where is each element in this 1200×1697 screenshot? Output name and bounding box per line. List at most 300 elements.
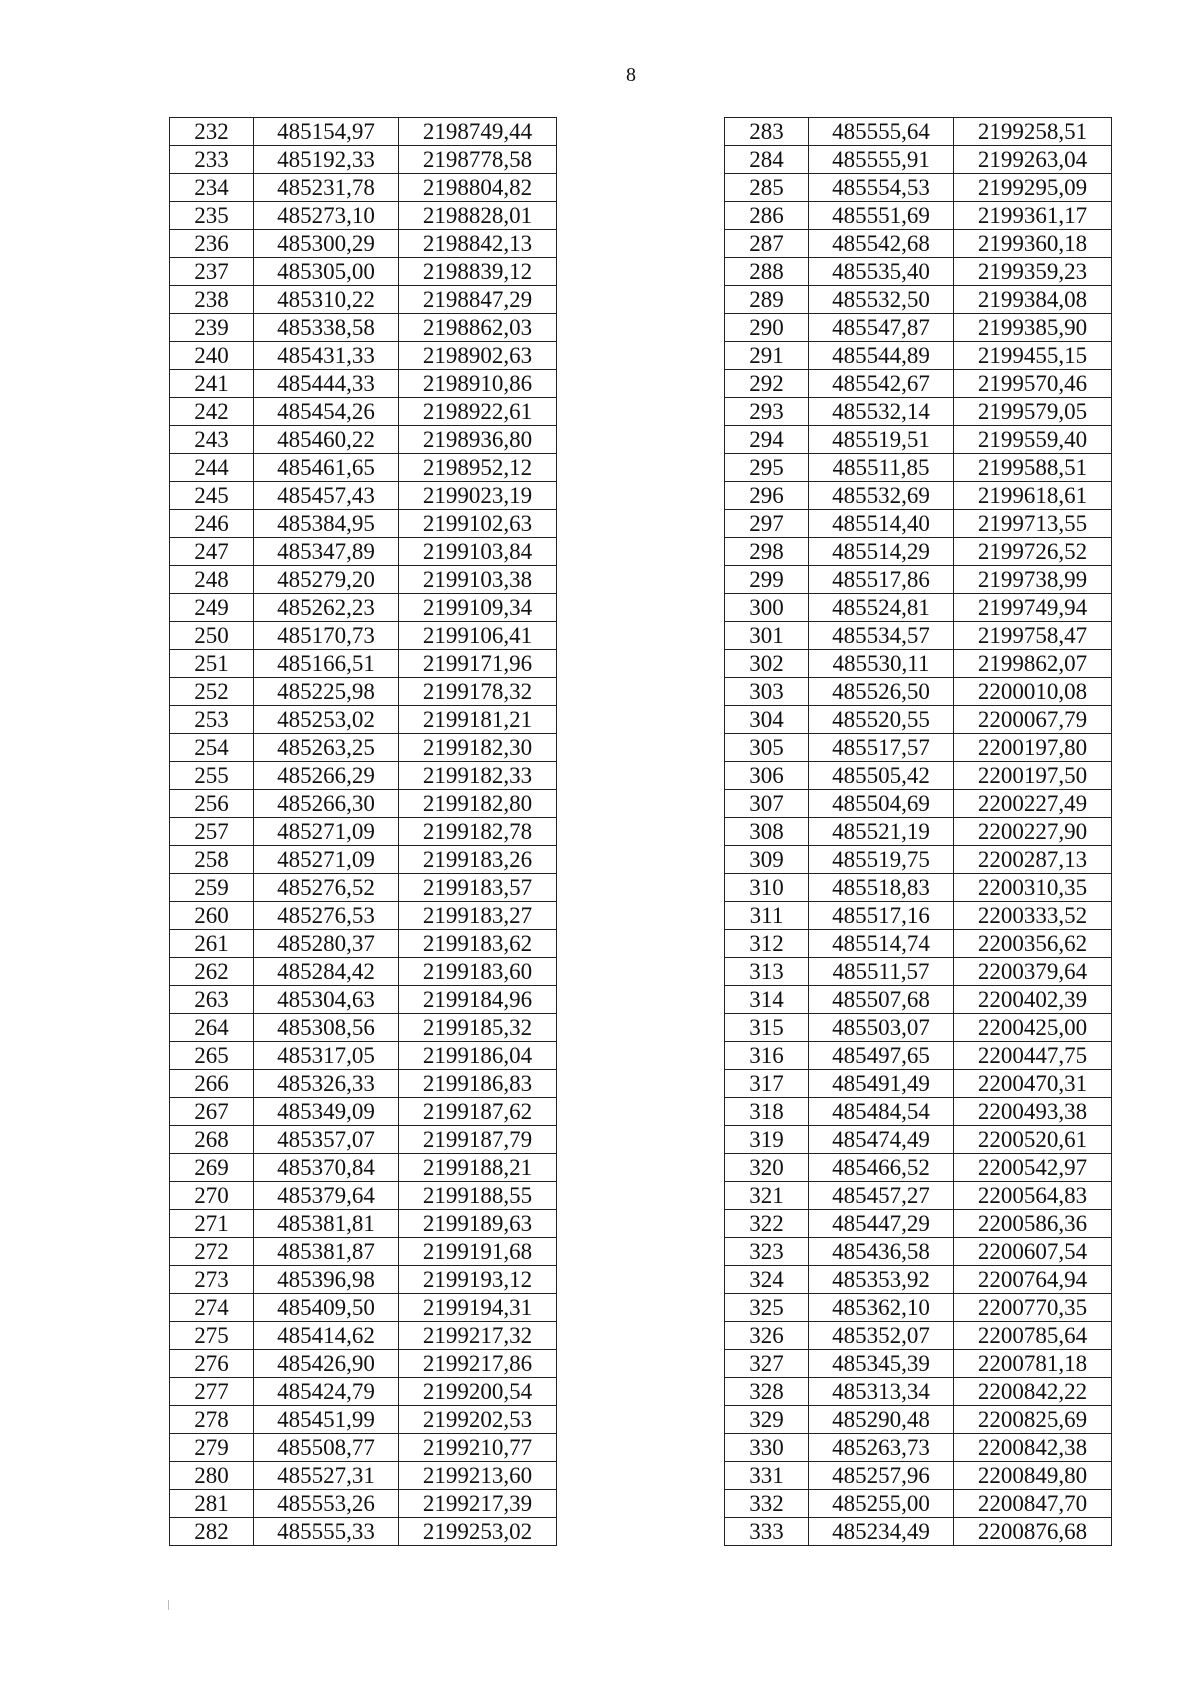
x-coordinate-cell: 485511,57: [809, 958, 954, 986]
coordinates-table-right: [724, 117, 1112, 1546]
point-number-cell: 284: [725, 146, 809, 174]
point-number-cell: 295: [725, 454, 809, 482]
table-row: [725, 1238, 1112, 1266]
point-number-cell: 321: [725, 1182, 809, 1210]
y-coordinate-cell: 2199178,32: [399, 678, 557, 706]
table-row: [725, 1490, 1112, 1518]
table-row: [725, 1378, 1112, 1406]
point-number-cell: 260: [170, 902, 254, 930]
table-row: [170, 622, 557, 650]
y-coordinate-cell: 2200287,13: [954, 846, 1112, 874]
y-coordinate-cell: 2199455,15: [954, 342, 1112, 370]
x-coordinate-cell: 485520,55: [809, 706, 954, 734]
table-row: [170, 566, 557, 594]
point-number-cell: 307: [725, 790, 809, 818]
y-coordinate-cell: 2199183,62: [399, 930, 557, 958]
point-number-cell: 292: [725, 370, 809, 398]
table-row: [170, 986, 557, 1014]
x-coordinate-cell: 485313,34: [809, 1378, 954, 1406]
x-coordinate-cell: 485166,51: [254, 650, 399, 678]
point-number-cell: 324: [725, 1266, 809, 1294]
table-row: [725, 1462, 1112, 1490]
x-coordinate-cell: 485263,25: [254, 734, 399, 762]
y-coordinate-cell: 2199213,60: [399, 1462, 557, 1490]
point-number-cell: 298: [725, 538, 809, 566]
coordinates-table-left: [169, 117, 557, 1546]
table-row: [725, 902, 1112, 930]
table-row: [170, 202, 557, 230]
point-number-cell: 234: [170, 174, 254, 202]
table-row: [725, 678, 1112, 706]
table-row: [170, 790, 557, 818]
x-coordinate-cell: 485532,50: [809, 286, 954, 314]
x-coordinate-cell: 485460,22: [254, 426, 399, 454]
table-row: [725, 426, 1112, 454]
y-coordinate-cell: 2198902,63: [399, 342, 557, 370]
y-coordinate-cell: 2199182,80: [399, 790, 557, 818]
table-row: [725, 790, 1112, 818]
point-number-cell: 287: [725, 230, 809, 258]
point-number-cell: 247: [170, 538, 254, 566]
table-row: [170, 1434, 557, 1462]
point-number-cell: 267: [170, 1098, 254, 1126]
table-row: [170, 1266, 557, 1294]
table-row: [725, 1406, 1112, 1434]
table-row: [170, 706, 557, 734]
x-coordinate-cell: 485532,69: [809, 482, 954, 510]
y-coordinate-cell: 2199200,54: [399, 1378, 557, 1406]
table-row: [725, 1210, 1112, 1238]
point-number-cell: 305: [725, 734, 809, 762]
table-row: [170, 1182, 557, 1210]
point-number-cell: 240: [170, 342, 254, 370]
y-coordinate-cell: 2199360,18: [954, 230, 1112, 258]
point-number-cell: 259: [170, 874, 254, 902]
y-coordinate-cell: 2198936,80: [399, 426, 557, 454]
y-coordinate-cell: 2199181,21: [399, 706, 557, 734]
table-row: [725, 482, 1112, 510]
point-number-cell: 329: [725, 1406, 809, 1434]
point-number-cell: 261: [170, 930, 254, 958]
y-coordinate-cell: 2200447,75: [954, 1042, 1112, 1070]
x-coordinate-cell: 485542,68: [809, 230, 954, 258]
table-row: [725, 650, 1112, 678]
point-number-cell: 299: [725, 566, 809, 594]
point-number-cell: 285: [725, 174, 809, 202]
point-number-cell: 297: [725, 510, 809, 538]
point-number-cell: 320: [725, 1154, 809, 1182]
table-row: [725, 398, 1112, 426]
y-coordinate-cell: 2199385,90: [954, 314, 1112, 342]
point-number-cell: 278: [170, 1406, 254, 1434]
y-coordinate-cell: 2199384,08: [954, 286, 1112, 314]
y-coordinate-cell: 2199559,40: [954, 426, 1112, 454]
y-coordinate-cell: 2199182,30: [399, 734, 557, 762]
point-number-cell: 301: [725, 622, 809, 650]
point-number-cell: 250: [170, 622, 254, 650]
x-coordinate-cell: 485444,33: [254, 370, 399, 398]
table-row: [170, 650, 557, 678]
x-coordinate-cell: 485517,16: [809, 902, 954, 930]
table-row: [725, 818, 1112, 846]
point-number-cell: 232: [170, 118, 254, 146]
y-coordinate-cell: 2199588,51: [954, 454, 1112, 482]
table-row: [170, 1294, 557, 1322]
point-number-cell: 276: [170, 1350, 254, 1378]
x-coordinate-cell: 485362,10: [809, 1294, 954, 1322]
x-coordinate-cell: 485349,09: [254, 1098, 399, 1126]
point-number-cell: 290: [725, 314, 809, 342]
point-number-cell: 333: [725, 1518, 809, 1546]
table-row: [170, 1098, 557, 1126]
point-number-cell: 314: [725, 986, 809, 1014]
point-number-cell: 241: [170, 370, 254, 398]
x-coordinate-cell: 485514,40: [809, 510, 954, 538]
x-coordinate-cell: 485497,65: [809, 1042, 954, 1070]
point-number-cell: 288: [725, 258, 809, 286]
point-number-cell: 289: [725, 286, 809, 314]
y-coordinate-cell: 2199217,86: [399, 1350, 557, 1378]
x-coordinate-cell: 485192,33: [254, 146, 399, 174]
point-number-cell: 237: [170, 258, 254, 286]
x-coordinate-cell: 485474,49: [809, 1126, 954, 1154]
point-number-cell: 263: [170, 986, 254, 1014]
y-coordinate-cell: 2200470,31: [954, 1070, 1112, 1098]
table-row: [725, 1266, 1112, 1294]
table-row: [170, 454, 557, 482]
x-coordinate-cell: 485508,77: [254, 1434, 399, 1462]
table-row: [170, 118, 557, 146]
point-number-cell: 316: [725, 1042, 809, 1070]
x-coordinate-cell: 485290,48: [809, 1406, 954, 1434]
x-coordinate-cell: 485255,00: [809, 1490, 954, 1518]
table-row: [725, 1294, 1112, 1322]
table-row: [725, 538, 1112, 566]
point-number-cell: 300: [725, 594, 809, 622]
table-row: [170, 874, 557, 902]
y-coordinate-cell: 2199187,79: [399, 1126, 557, 1154]
y-coordinate-cell: 2198828,01: [399, 202, 557, 230]
x-coordinate-cell: 485271,09: [254, 846, 399, 874]
x-coordinate-cell: 485280,37: [254, 930, 399, 958]
point-number-cell: 242: [170, 398, 254, 426]
point-number-cell: 249: [170, 594, 254, 622]
table-row: [725, 734, 1112, 762]
table-row: [170, 902, 557, 930]
x-coordinate-cell: 485253,02: [254, 706, 399, 734]
point-number-cell: 311: [725, 902, 809, 930]
point-number-cell: 245: [170, 482, 254, 510]
y-coordinate-cell: 2199758,47: [954, 622, 1112, 650]
x-coordinate-cell: 485511,85: [809, 454, 954, 482]
table-row: [725, 1126, 1112, 1154]
table-row: [170, 1406, 557, 1434]
x-coordinate-cell: 485554,53: [809, 174, 954, 202]
table-row: [725, 1154, 1112, 1182]
x-coordinate-cell: 485381,87: [254, 1238, 399, 1266]
table-row: [725, 118, 1112, 146]
y-coordinate-cell: 2199184,96: [399, 986, 557, 1014]
table-row: [170, 1070, 557, 1098]
x-coordinate-cell: 485266,29: [254, 762, 399, 790]
point-number-cell: 312: [725, 930, 809, 958]
y-coordinate-cell: 2199183,60: [399, 958, 557, 986]
y-coordinate-cell: 2200227,49: [954, 790, 1112, 818]
y-coordinate-cell: 2198749,44: [399, 118, 557, 146]
table-row: [170, 1154, 557, 1182]
point-number-cell: 257: [170, 818, 254, 846]
y-coordinate-cell: 2199191,68: [399, 1238, 557, 1266]
table-row: [725, 930, 1112, 958]
x-coordinate-cell: 485457,43: [254, 482, 399, 510]
point-number-cell: 327: [725, 1350, 809, 1378]
x-coordinate-cell: 485454,26: [254, 398, 399, 426]
point-number-cell: 264: [170, 1014, 254, 1042]
point-number-cell: 268: [170, 1126, 254, 1154]
point-number-cell: 235: [170, 202, 254, 230]
table-row: [725, 874, 1112, 902]
table-row: [725, 510, 1112, 538]
x-coordinate-cell: 485381,81: [254, 1210, 399, 1238]
table-row: [725, 1350, 1112, 1378]
y-coordinate-cell: 2199171,96: [399, 650, 557, 678]
point-number-cell: 317: [725, 1070, 809, 1098]
x-coordinate-cell: 485517,86: [809, 566, 954, 594]
y-coordinate-cell: 2200333,52: [954, 902, 1112, 930]
y-coordinate-cell: 2198847,29: [399, 286, 557, 314]
point-number-cell: 328: [725, 1378, 809, 1406]
y-coordinate-cell: 2199295,09: [954, 174, 1112, 202]
point-number-cell: 304: [725, 706, 809, 734]
table-row: [170, 1378, 557, 1406]
table-row: [170, 1014, 557, 1042]
y-coordinate-cell: 2199023,19: [399, 482, 557, 510]
x-coordinate-cell: 485514,74: [809, 930, 954, 958]
x-coordinate-cell: 485384,95: [254, 510, 399, 538]
x-coordinate-cell: 485524,81: [809, 594, 954, 622]
y-coordinate-cell: 2199359,23: [954, 258, 1112, 286]
x-coordinate-cell: 485451,99: [254, 1406, 399, 1434]
x-coordinate-cell: 485308,56: [254, 1014, 399, 1042]
x-coordinate-cell: 485370,84: [254, 1154, 399, 1182]
y-coordinate-cell: 2200781,18: [954, 1350, 1112, 1378]
point-number-cell: 315: [725, 1014, 809, 1042]
table-row: [725, 986, 1112, 1014]
y-coordinate-cell: 2198910,86: [399, 370, 557, 398]
y-coordinate-cell: 2198922,61: [399, 398, 557, 426]
point-number-cell: 306: [725, 762, 809, 790]
point-number-cell: 236: [170, 230, 254, 258]
table-row: [725, 566, 1112, 594]
x-coordinate-cell: 485345,39: [809, 1350, 954, 1378]
y-coordinate-cell: 2198839,12: [399, 258, 557, 286]
point-number-cell: 253: [170, 706, 254, 734]
point-number-cell: 282: [170, 1518, 254, 1546]
table-row: [170, 426, 557, 454]
point-number-cell: 303: [725, 678, 809, 706]
y-coordinate-cell: 2199749,94: [954, 594, 1112, 622]
y-coordinate-cell: 2200520,61: [954, 1126, 1112, 1154]
point-number-cell: 255: [170, 762, 254, 790]
table-row: [725, 146, 1112, 174]
y-coordinate-cell: 2199258,51: [954, 118, 1112, 146]
x-coordinate-cell: 485338,58: [254, 314, 399, 342]
table-row: [725, 454, 1112, 482]
table-row: [170, 482, 557, 510]
table-row: [170, 258, 557, 286]
point-number-cell: 302: [725, 650, 809, 678]
point-number-cell: 319: [725, 1126, 809, 1154]
point-number-cell: 266: [170, 1070, 254, 1098]
y-coordinate-cell: 2199187,62: [399, 1098, 557, 1126]
y-coordinate-cell: 2199183,26: [399, 846, 557, 874]
table-row: [170, 1490, 557, 1518]
x-coordinate-cell: 485507,68: [809, 986, 954, 1014]
x-coordinate-cell: 485310,22: [254, 286, 399, 314]
y-coordinate-cell: 2200842,22: [954, 1378, 1112, 1406]
y-coordinate-cell: 2199185,32: [399, 1014, 557, 1042]
x-coordinate-cell: 485231,78: [254, 174, 399, 202]
y-coordinate-cell: 2199253,02: [399, 1518, 557, 1546]
x-coordinate-cell: 485532,14: [809, 398, 954, 426]
table-row: [170, 818, 557, 846]
y-coordinate-cell: 2200764,94: [954, 1266, 1112, 1294]
x-coordinate-cell: 485457,27: [809, 1182, 954, 1210]
y-coordinate-cell: 2200493,38: [954, 1098, 1112, 1126]
x-coordinate-cell: 485396,98: [254, 1266, 399, 1294]
x-coordinate-cell: 485527,31: [254, 1462, 399, 1490]
point-number-cell: 274: [170, 1294, 254, 1322]
point-number-cell: 246: [170, 510, 254, 538]
table-row: [725, 258, 1112, 286]
y-coordinate-cell: 2199618,61: [954, 482, 1112, 510]
point-number-cell: 330: [725, 1434, 809, 1462]
table-row: [725, 1518, 1112, 1546]
y-coordinate-cell: 2199202,53: [399, 1406, 557, 1434]
table-row: [725, 1042, 1112, 1070]
y-coordinate-cell: 2198862,03: [399, 314, 557, 342]
x-coordinate-cell: 485347,89: [254, 538, 399, 566]
y-coordinate-cell: 2199738,99: [954, 566, 1112, 594]
point-number-cell: 248: [170, 566, 254, 594]
y-coordinate-cell: 2199106,41: [399, 622, 557, 650]
table-row: [725, 230, 1112, 258]
point-number-cell: 286: [725, 202, 809, 230]
point-number-cell: 269: [170, 1154, 254, 1182]
point-number-cell: 294: [725, 426, 809, 454]
y-coordinate-cell: 2200227,90: [954, 818, 1112, 846]
y-coordinate-cell: 2200849,80: [954, 1462, 1112, 1490]
x-coordinate-cell: 485257,96: [809, 1462, 954, 1490]
y-coordinate-cell: 2199713,55: [954, 510, 1112, 538]
y-coordinate-cell: 2199183,27: [399, 902, 557, 930]
y-coordinate-cell: 2200785,64: [954, 1322, 1112, 1350]
x-coordinate-cell: 485300,29: [254, 230, 399, 258]
point-number-cell: 308: [725, 818, 809, 846]
x-coordinate-cell: 485284,42: [254, 958, 399, 986]
x-coordinate-cell: 485352,07: [809, 1322, 954, 1350]
table-row: [725, 202, 1112, 230]
y-coordinate-cell: 2199862,07: [954, 650, 1112, 678]
table-row: [725, 958, 1112, 986]
y-coordinate-cell: 2200876,68: [954, 1518, 1112, 1546]
x-coordinate-cell: 485555,64: [809, 118, 954, 146]
x-coordinate-cell: 485414,62: [254, 1322, 399, 1350]
table-row: [725, 314, 1112, 342]
y-coordinate-cell: 2199189,63: [399, 1210, 557, 1238]
x-coordinate-cell: 485519,51: [809, 426, 954, 454]
y-coordinate-cell: 2199102,63: [399, 510, 557, 538]
table-row: [725, 370, 1112, 398]
x-coordinate-cell: 485273,10: [254, 202, 399, 230]
y-coordinate-cell: 2200010,08: [954, 678, 1112, 706]
y-coordinate-cell: 2200607,54: [954, 1238, 1112, 1266]
x-coordinate-cell: 485555,91: [809, 146, 954, 174]
table-row: [170, 1518, 557, 1546]
table-row: [170, 1350, 557, 1378]
x-coordinate-cell: 485304,63: [254, 986, 399, 1014]
point-number-cell: 244: [170, 454, 254, 482]
y-coordinate-cell: 2200197,50: [954, 762, 1112, 790]
table-row: [170, 1462, 557, 1490]
y-coordinate-cell: 2199103,38: [399, 566, 557, 594]
y-coordinate-cell: 2198952,12: [399, 454, 557, 482]
table-row: [725, 1434, 1112, 1462]
y-coordinate-cell: 2200564,83: [954, 1182, 1112, 1210]
x-coordinate-cell: 485521,19: [809, 818, 954, 846]
point-number-cell: 283: [725, 118, 809, 146]
table-row: [725, 846, 1112, 874]
y-coordinate-cell: 2199182,78: [399, 818, 557, 846]
point-number-cell: 280: [170, 1462, 254, 1490]
point-number-cell: 332: [725, 1490, 809, 1518]
x-coordinate-cell: 485484,54: [809, 1098, 954, 1126]
point-number-cell: 270: [170, 1182, 254, 1210]
point-number-cell: 325: [725, 1294, 809, 1322]
x-coordinate-cell: 485276,53: [254, 902, 399, 930]
y-coordinate-cell: 2199579,05: [954, 398, 1112, 426]
table-row: [170, 230, 557, 258]
y-coordinate-cell: 2198778,58: [399, 146, 557, 174]
table-row: [170, 398, 557, 426]
y-coordinate-cell: 2200402,39: [954, 986, 1112, 1014]
y-coordinate-cell: 2199188,21: [399, 1154, 557, 1182]
y-coordinate-cell: 2199217,39: [399, 1490, 557, 1518]
y-coordinate-cell: 2200356,62: [954, 930, 1112, 958]
x-coordinate-cell: 485326,33: [254, 1070, 399, 1098]
x-coordinate-cell: 485305,00: [254, 258, 399, 286]
x-coordinate-cell: 485426,90: [254, 1350, 399, 1378]
x-coordinate-cell: 485431,33: [254, 342, 399, 370]
x-coordinate-cell: 485530,11: [809, 650, 954, 678]
x-coordinate-cell: 485534,57: [809, 622, 954, 650]
point-number-cell: 277: [170, 1378, 254, 1406]
y-coordinate-cell: 2200197,80: [954, 734, 1112, 762]
table-row: [170, 146, 557, 174]
point-number-cell: 331: [725, 1462, 809, 1490]
x-coordinate-cell: 485271,09: [254, 818, 399, 846]
table-row: [170, 342, 557, 370]
table-row: [170, 1042, 557, 1070]
y-coordinate-cell: 2199210,77: [399, 1434, 557, 1462]
table-row: [170, 734, 557, 762]
table-row: [170, 594, 557, 622]
point-number-cell: 323: [725, 1238, 809, 1266]
table-row: [725, 342, 1112, 370]
x-coordinate-cell: 485503,07: [809, 1014, 954, 1042]
y-coordinate-cell: 2199188,55: [399, 1182, 557, 1210]
point-number-cell: 322: [725, 1210, 809, 1238]
